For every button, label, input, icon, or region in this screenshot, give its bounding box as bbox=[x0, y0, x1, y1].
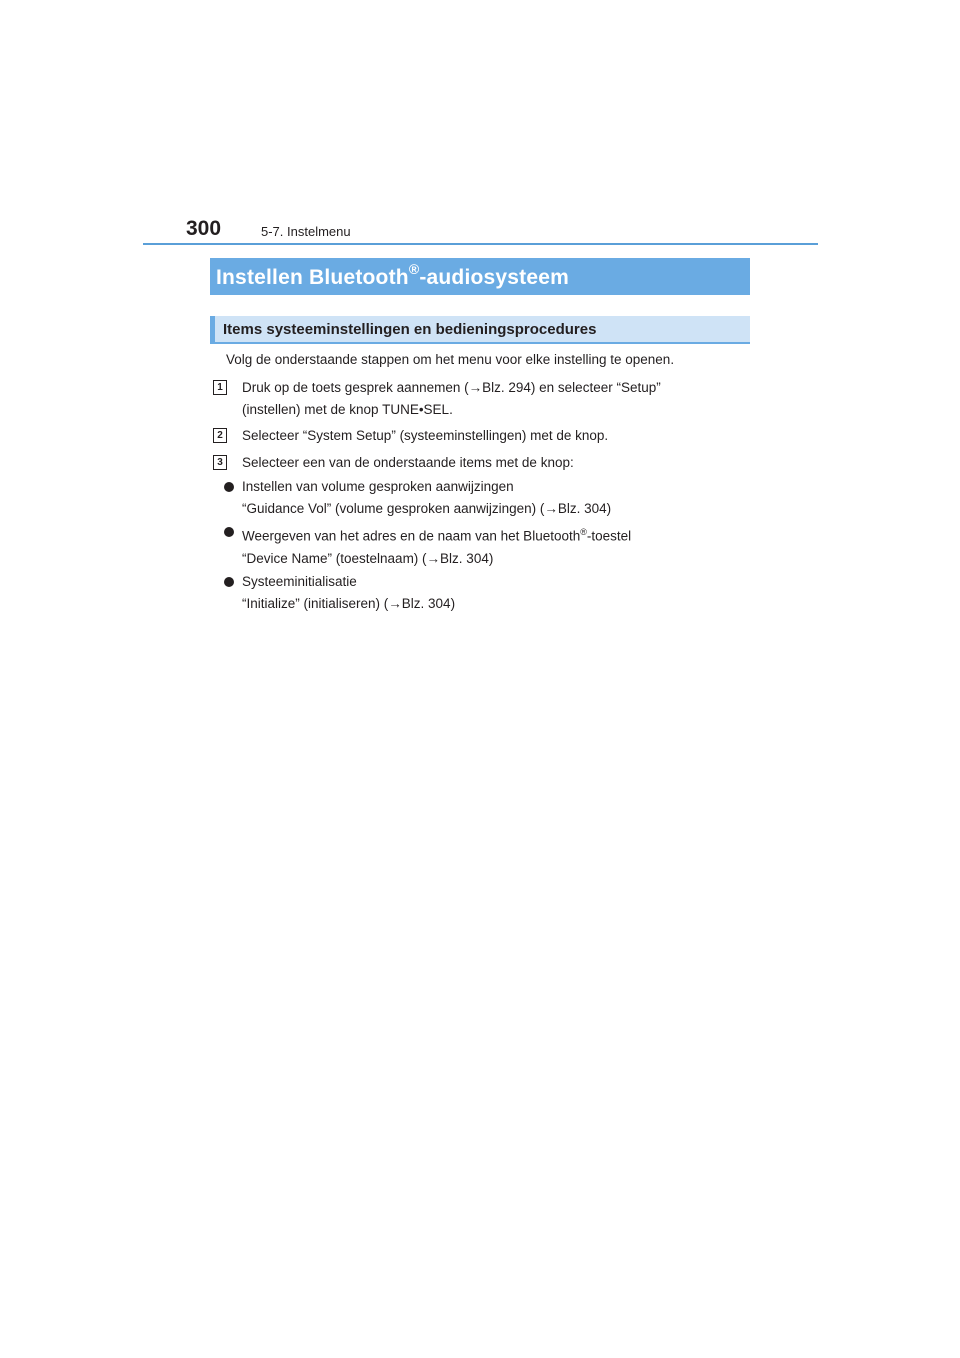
step-text: Selecteer “System Setup” (systeeminstellingen) met de knop. bbox=[242, 428, 609, 443]
step-number-badge: 3 bbox=[213, 455, 227, 470]
subsection-title-bar bbox=[210, 316, 750, 344]
step-number-badge: 2 bbox=[213, 428, 227, 443]
header-divider bbox=[143, 243, 818, 245]
section-title: Instellen Bluetooth®-audiosysteem bbox=[216, 261, 569, 289]
step-text: Selecteer een van de onderstaande items met de knop: bbox=[242, 455, 574, 470]
list-item: Instellen van volume gesproken aanwijzingen “Guidance Vol” (volume gesproken aanwijzingen) (→Blz. 304) bbox=[224, 476, 744, 520]
page-header bbox=[143, 214, 818, 246]
options-list bbox=[224, 476, 744, 616]
page-number: 300 bbox=[186, 217, 222, 240]
step-1 bbox=[213, 377, 751, 421]
step-3 bbox=[213, 452, 751, 474]
bullet-dot-icon bbox=[224, 482, 234, 492]
bullet-dot-icon bbox=[224, 527, 234, 537]
intro-text: Volg de onderstaande stappen om het menu voor elke instelling te openen. bbox=[226, 352, 675, 367]
bullet-dot-icon bbox=[224, 577, 234, 587]
step-text: Druk op de toets gesprek aannemen (→Blz. 294) en selecteer “Setup” (instellen) met de knop TUNE•SEL. bbox=[242, 380, 661, 417]
list-item: Systeeminitialisatie “Initialize” (initialiseren) (→Blz. 304) bbox=[224, 571, 744, 615]
list-item: Weergeven van het adres en de naam van het Bluetooth®-toestel “Device Name” (toestelnaam) (→Blz. 304) bbox=[224, 521, 744, 570]
section-label: 5-7. Instelmenu bbox=[261, 224, 351, 239]
section-title-bar bbox=[210, 258, 750, 295]
step-2 bbox=[213, 425, 751, 447]
subsection-title: Items systeeminstellingen en bedieningsprocedures bbox=[223, 320, 597, 338]
step-number-badge: 1 bbox=[213, 380, 227, 395]
